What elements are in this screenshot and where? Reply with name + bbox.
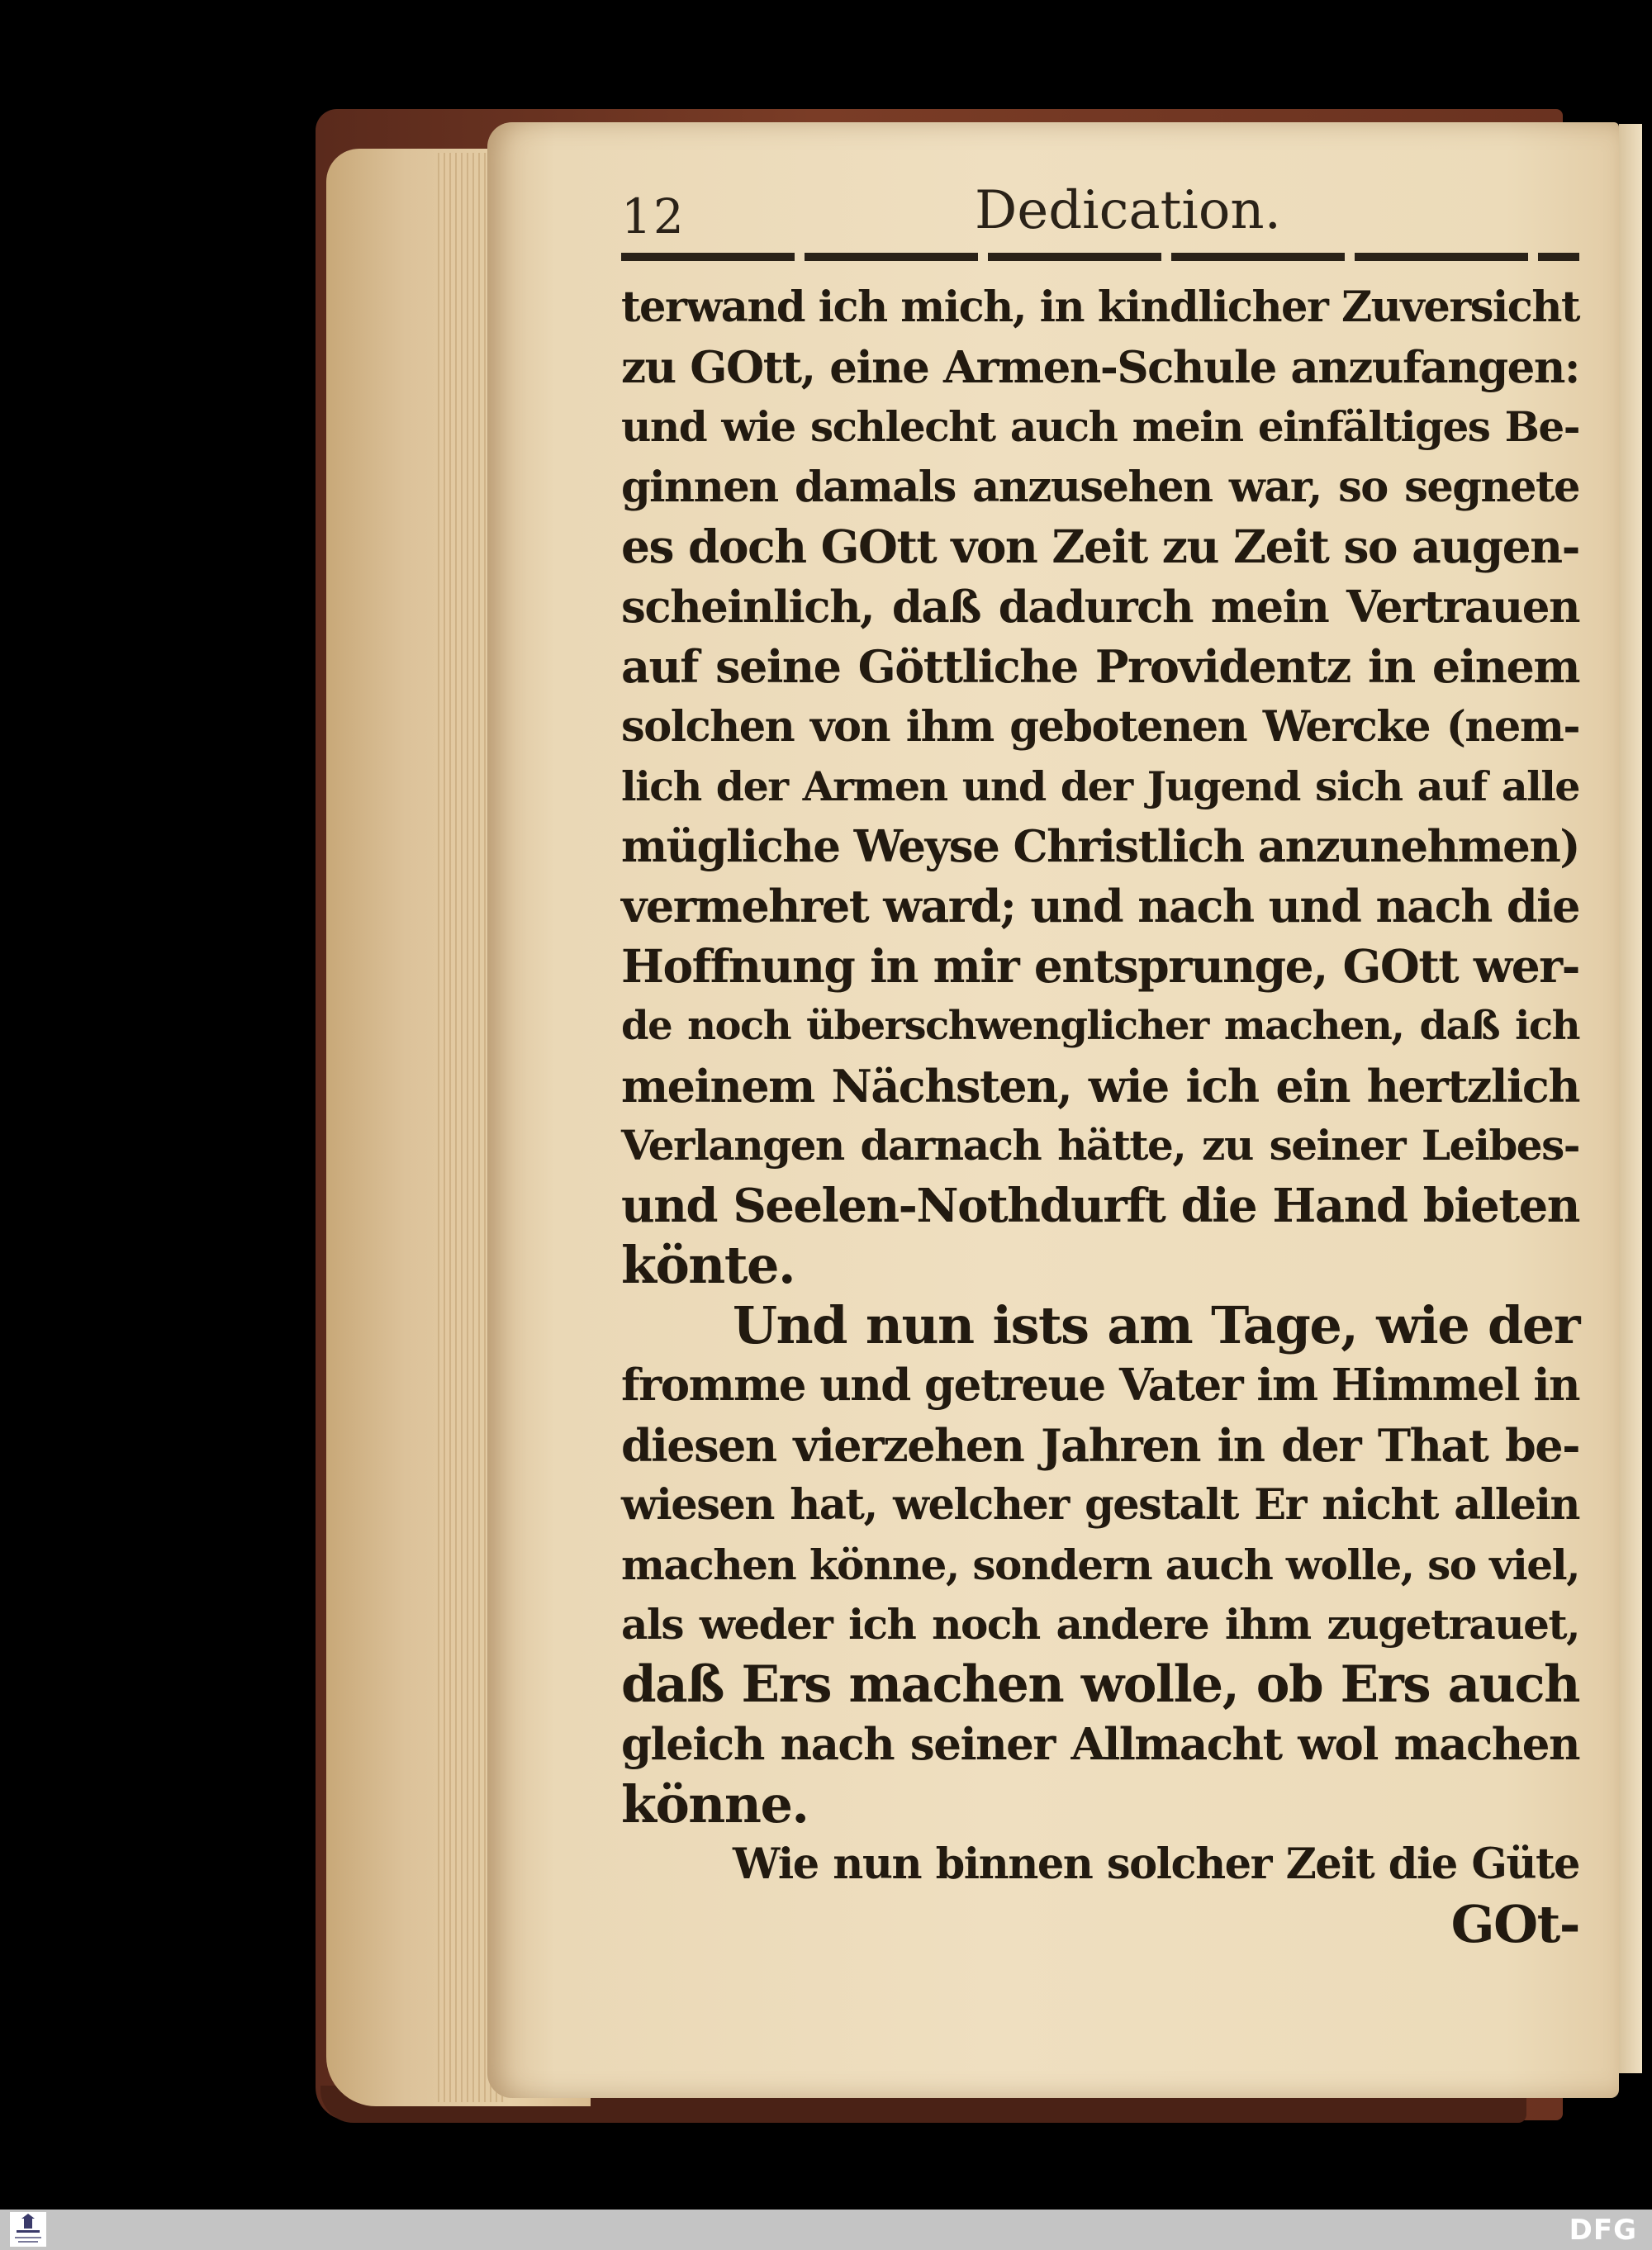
text-line-content: scheinlich, daß dadurch mein Vertrauen (621, 581, 1579, 633)
text-line (621, 1595, 1579, 1655)
text-line-content: könne. (621, 1773, 809, 1835)
text-line (621, 697, 1579, 757)
text-line-content: de noch überschwenglicher machen, daß ich (621, 1003, 1579, 1049)
text-line-content: wiesen hat, welcher gestalt Er nicht allein (621, 1480, 1579, 1530)
text-line (621, 577, 1579, 638)
text-line-content: Verlangen darnach hätte, zu seiner Leibes- (621, 1121, 1579, 1170)
text-line (621, 1655, 1579, 1716)
running-head: Dedication. (975, 180, 1281, 241)
text-line (621, 1835, 1579, 1895)
facing-page-edge (1619, 124, 1642, 2073)
text-line (621, 996, 1579, 1056)
body-text (621, 278, 1579, 1954)
text-line-content: gleich nach seiner Allmacht wol machen (621, 1719, 1579, 1770)
text-line (621, 397, 1579, 458)
text-line (621, 1715, 1579, 1775)
text-line-content: meinem Nächsten, wie ich ein hertzlich (621, 1059, 1579, 1113)
text-line-content: ginnen damals anzusehen war, so segnete (621, 462, 1579, 512)
text-line-content: und wie schlecht auch mein einfältiges Be- (621, 402, 1579, 451)
text-line (621, 1056, 1579, 1117)
text-line (621, 338, 1579, 398)
text-line (621, 1775, 1579, 1835)
text-line-content: könte. (621, 1235, 795, 1295)
text-line (621, 1536, 1579, 1596)
text-line (621, 817, 1579, 877)
page-number: 12 (621, 188, 686, 244)
text-line-content: mügliche Weyse Christlich anzunehmen) (621, 820, 1579, 872)
text-line-content: Hoffnung in mir entsprunge, GOtt wer- (621, 938, 1579, 993)
text-line-content: zu GOtt, eine Armen-Schule anzufangen: (621, 341, 1579, 393)
catchword (621, 1895, 1579, 1955)
text-line-content: Und nun ists am Tage, wie der (733, 1294, 1579, 1355)
text-line-content: fromme und getreue Vater im Himmel in (621, 1360, 1579, 1411)
text-line (621, 637, 1579, 697)
text-line (621, 1475, 1579, 1536)
text-line-content: auf seine Göttliche Providentz in einem (621, 640, 1579, 693)
text-line (621, 1116, 1579, 1176)
text-line-content: es doch GOtt von Zeit zu Zeit so augen- (621, 520, 1579, 573)
text-line (621, 757, 1579, 817)
header-rule (621, 253, 1579, 261)
text-line-content: solchen von ihm gebotenen Wercke (nem- (621, 701, 1579, 752)
text-line-content: GOt- (1450, 1893, 1579, 1954)
text-line (621, 517, 1579, 577)
text-line (621, 1355, 1579, 1416)
text-line (621, 458, 1579, 518)
text-line (621, 937, 1579, 997)
text-line (621, 1416, 1579, 1476)
text-line-content: lich der Armen und der Jugend sich auf alle (621, 762, 1579, 810)
text-line-content: daß Ers machen wolle, ob Ers auch (621, 1654, 1579, 1714)
text-line-content: diesen vierzehen Jahren in der That be- (621, 1418, 1579, 1472)
text-line (621, 876, 1579, 937)
text-line (621, 278, 1579, 338)
text-line-content: machen könne, sondern auch wolle, so viel, (621, 1540, 1579, 1589)
footer-bar (0, 2210, 1652, 2250)
text-line-content: Wie nun binnen solcher Zeit die Güte (733, 1839, 1579, 1889)
text-line (621, 1236, 1579, 1296)
library-logo-icon (10, 2212, 46, 2247)
text-line-content: und Seelen-Nothdurft die Hand bieten (621, 1178, 1579, 1233)
text-line (621, 1176, 1579, 1237)
dfg-mark: DFG (1569, 2214, 1637, 2247)
text-line (621, 1296, 1579, 1356)
text-line-content: terwand ich mich, in kindlicher Zuversicht (621, 282, 1579, 332)
text-line-content: als weder ich noch andere ihm zugetrauet, (621, 1600, 1579, 1649)
text-line-content: vermehret ward; und nach und nach die (621, 880, 1579, 933)
